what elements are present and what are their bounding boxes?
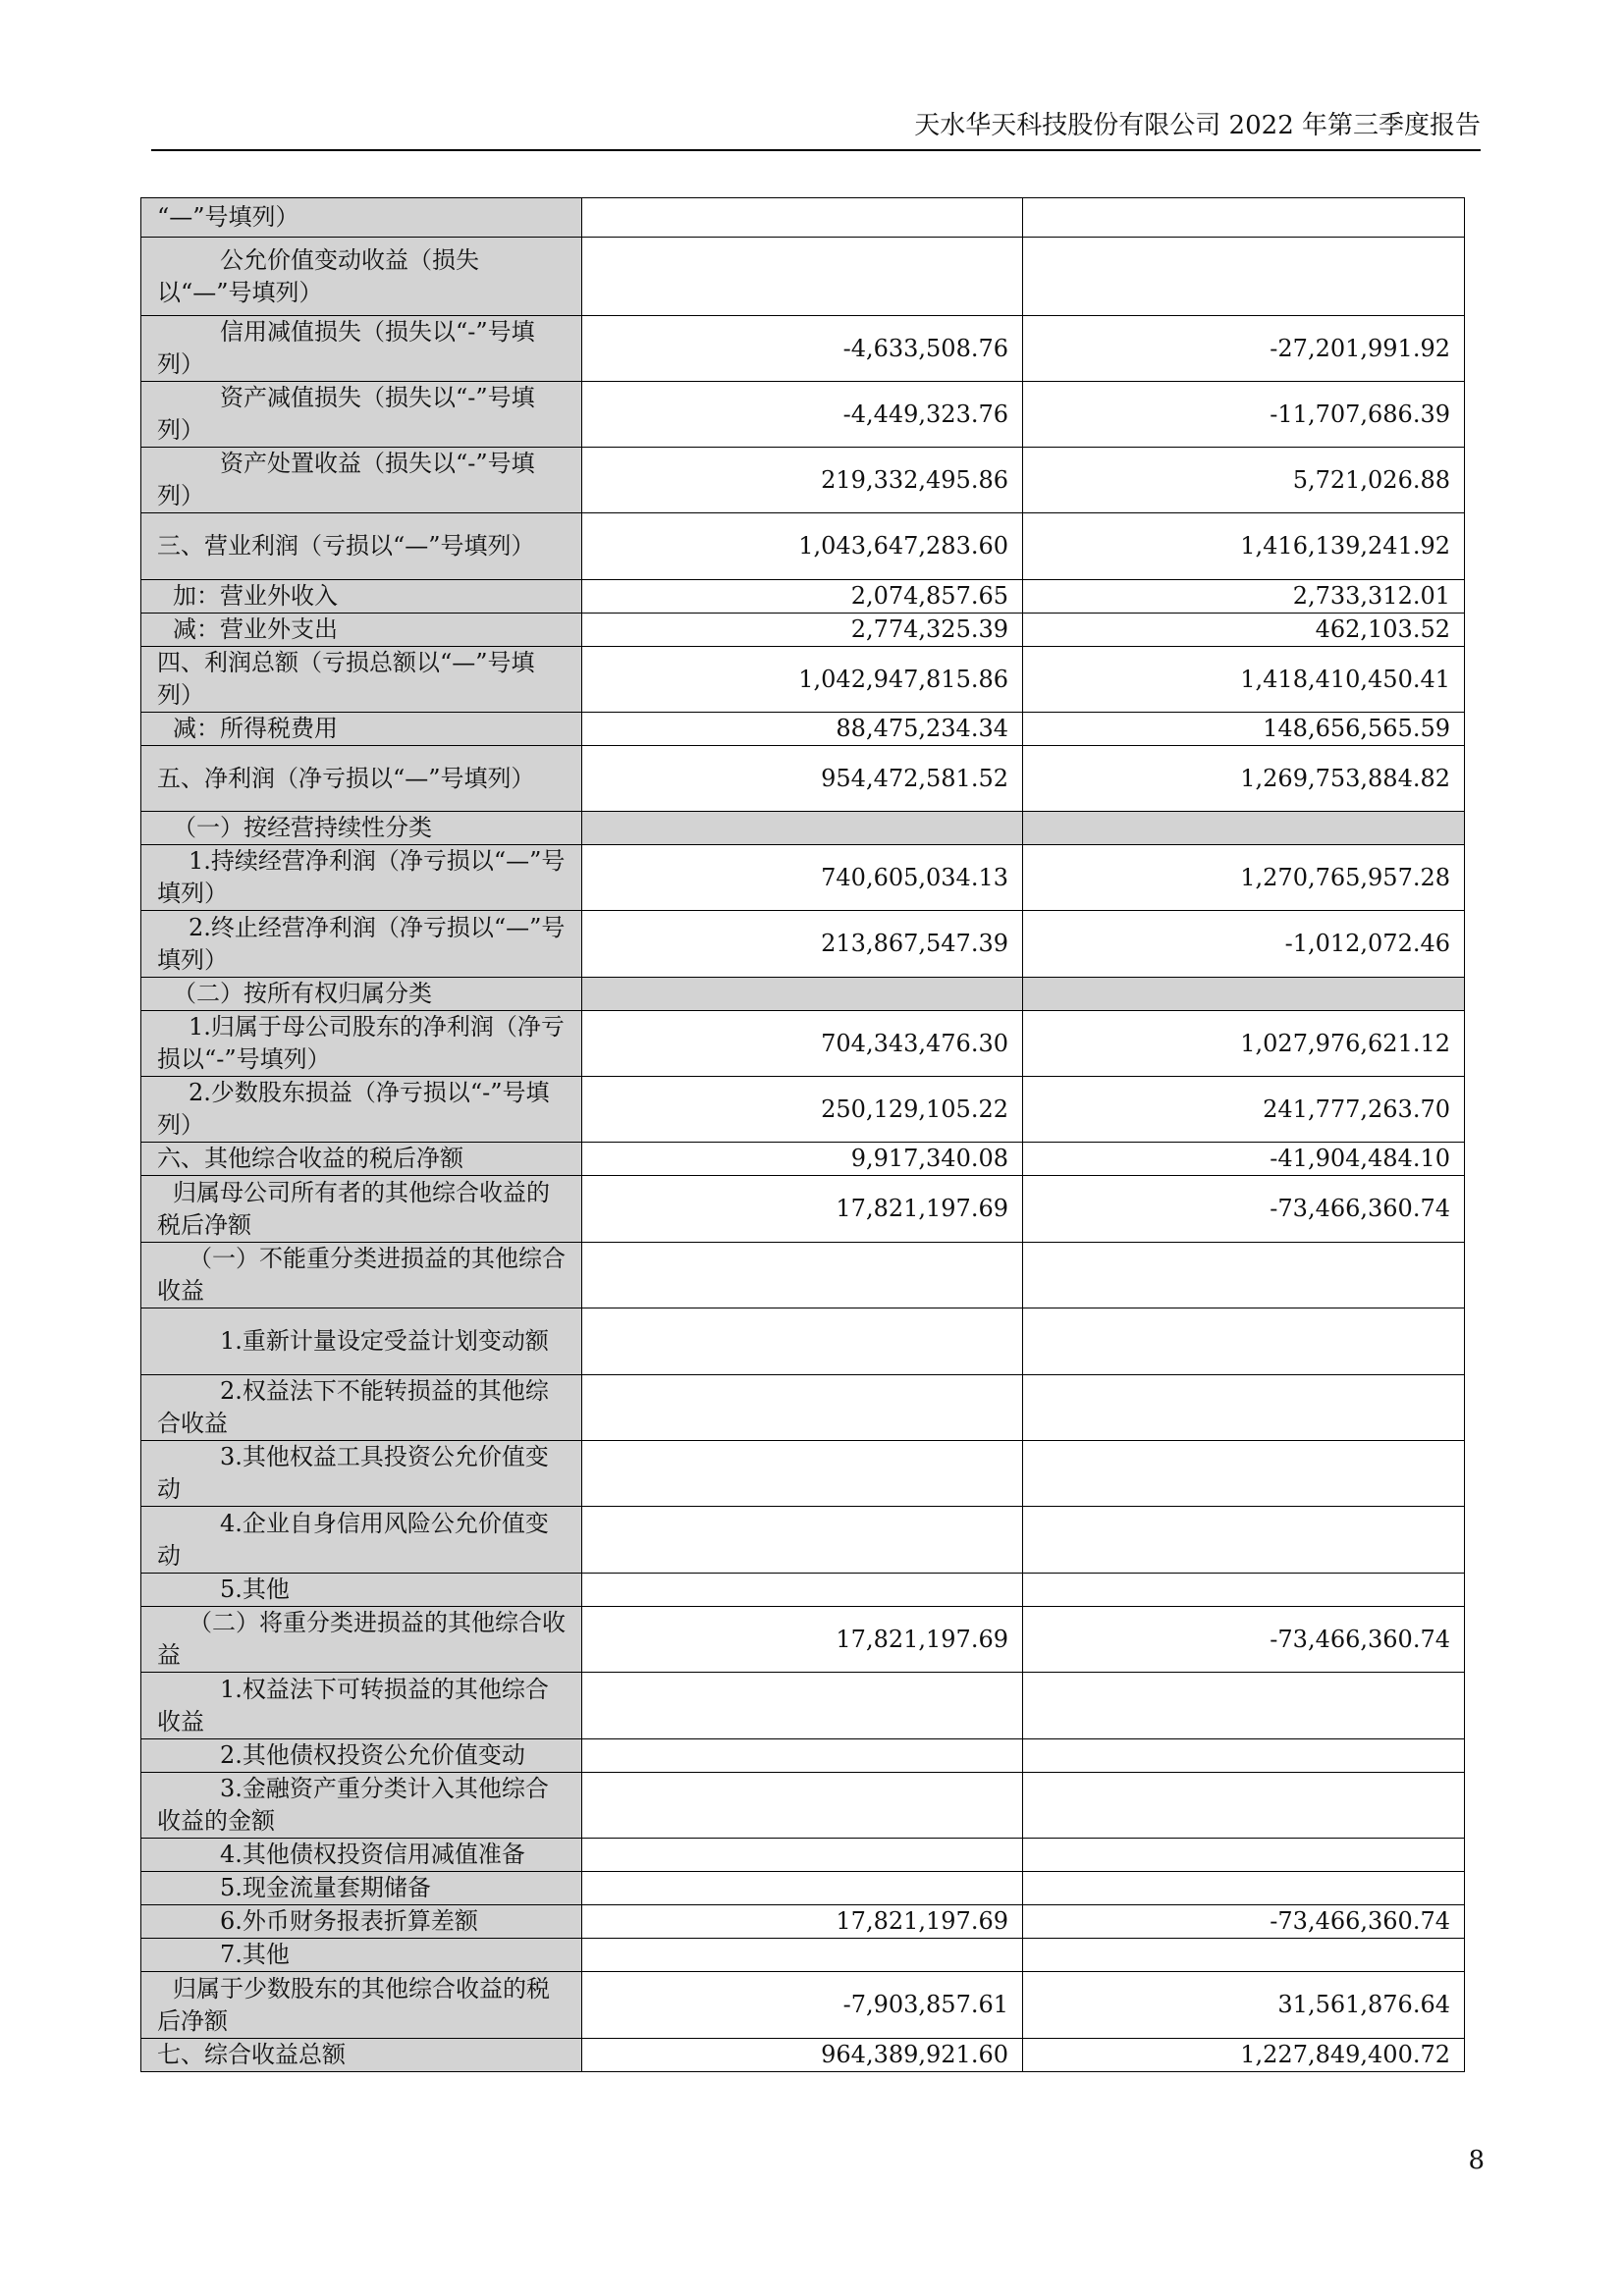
prior-period-value: -11,707,686.39 <box>1023 382 1465 448</box>
table-row <box>141 1308 1465 1375</box>
table-row <box>141 1507 1465 1574</box>
prior-period-value <box>1023 238 1465 316</box>
current-period-value <box>582 1243 1023 1308</box>
row-label: 1.权益法下可转损益的其他综合收益 <box>141 1673 582 1739</box>
prior-period-value <box>1023 1375 1465 1441</box>
table-row <box>141 845 1465 911</box>
table-row <box>141 1872 1465 1905</box>
row-label: 减：所得税费用 <box>141 713 582 746</box>
row-label: 5.其他 <box>141 1574 582 1607</box>
row-label: 4.其他债权投资信用减值准备 <box>141 1839 582 1872</box>
prior-period-value <box>1023 1308 1465 1375</box>
table-row <box>141 448 1465 513</box>
current-period-value <box>582 198 1023 238</box>
prior-period-value: -73,466,360.74 <box>1023 1607 1465 1673</box>
current-period-value: 17,821,197.69 <box>582 1607 1023 1673</box>
row-label: （二）将重分类进损益的其他综合收益 <box>141 1607 582 1673</box>
table-row <box>141 1077 1465 1143</box>
table-row <box>141 1773 1465 1839</box>
row-label: 6.外币财务报表折算差额 <box>141 1905 582 1939</box>
prior-period-value: 148,656,565.59 <box>1023 713 1465 746</box>
current-period-value <box>582 812 1023 845</box>
table-row <box>141 1574 1465 1607</box>
current-period-value <box>582 1773 1023 1839</box>
table-row <box>141 1176 1465 1243</box>
row-label: 资产处置收益（损失以“-”号填列） <box>141 448 582 513</box>
table-row <box>141 1607 1465 1673</box>
table-row <box>141 238 1465 316</box>
prior-period-value <box>1023 1574 1465 1607</box>
current-period-value: 88,475,234.34 <box>582 713 1023 746</box>
table-row <box>141 614 1465 647</box>
current-period-value <box>582 1673 1023 1739</box>
table-row <box>141 198 1465 238</box>
table-row <box>141 1441 1465 1507</box>
current-period-value: 2,774,325.39 <box>582 614 1023 647</box>
current-period-value: 9,917,340.08 <box>582 1143 1023 1176</box>
income-statement-body <box>141 198 1465 2072</box>
table-row <box>141 513 1465 580</box>
current-period-value <box>582 1507 1023 1574</box>
current-period-value <box>582 1441 1023 1507</box>
row-label: 3.其他权益工具投资公允价值变动 <box>141 1441 582 1507</box>
prior-period-value: 1,027,976,621.12 <box>1023 1011 1465 1077</box>
row-label: 1.重新计量设定受益计划变动额 <box>141 1308 582 1375</box>
prior-period-value: -41,904,484.10 <box>1023 1143 1465 1176</box>
table-row <box>141 1375 1465 1441</box>
current-period-value: 704,343,476.30 <box>582 1011 1023 1077</box>
prior-period-value: -1,012,072.46 <box>1023 911 1465 978</box>
current-period-value <box>582 1839 1023 1872</box>
row-label: 2.少数股东损益（净亏损以“-”号填列） <box>141 1077 582 1143</box>
table-row <box>141 1972 1465 2039</box>
prior-period-value: -73,466,360.74 <box>1023 1176 1465 1243</box>
prior-period-value <box>1023 1839 1465 1872</box>
row-label: 1.归属于母公司股东的净利润（净亏损以“-”号填列） <box>141 1011 582 1077</box>
row-label: 2.权益法下不能转损益的其他综合收益 <box>141 1375 582 1441</box>
row-label: 减：营业外支出 <box>141 614 582 647</box>
table-row <box>141 713 1465 746</box>
prior-period-value: 31,561,876.64 <box>1023 1972 1465 2039</box>
row-label: 5.现金流量套期储备 <box>141 1872 582 1905</box>
row-label: 4.企业自身信用风险公允价值变动 <box>141 1507 582 1574</box>
prior-period-value <box>1023 1773 1465 1839</box>
prior-period-value: 1,416,139,241.92 <box>1023 513 1465 580</box>
table-row <box>141 382 1465 448</box>
current-period-value: 2,074,857.65 <box>582 580 1023 614</box>
prior-period-value: 1,270,765,957.28 <box>1023 845 1465 911</box>
table-row <box>141 1673 1465 1739</box>
current-period-value <box>582 1574 1023 1607</box>
row-label: 2.终止经营净利润（净亏损以“—”号填列） <box>141 911 582 978</box>
current-period-value <box>582 1375 1023 1441</box>
current-period-value: 740,605,034.13 <box>582 845 1023 911</box>
row-label: 归属于少数股东的其他综合收益的税后净额 <box>141 1972 582 2039</box>
prior-period-value: 1,227,849,400.72 <box>1023 2039 1465 2072</box>
table-row <box>141 978 1465 1011</box>
prior-period-value: 241,777,263.70 <box>1023 1077 1465 1143</box>
report-title: 天水华天科技股份有限公司 2022 年第三季度报告 <box>914 111 1481 140</box>
prior-period-value <box>1023 1872 1465 1905</box>
prior-period-value <box>1023 1243 1465 1308</box>
income-statement-table <box>140 197 1465 2072</box>
row-label: “—”号填列） <box>141 198 582 238</box>
prior-period-value <box>1023 1739 1465 1773</box>
current-period-value <box>582 238 1023 316</box>
row-label: 信用减值损失（损失以“-”号填列） <box>141 316 582 382</box>
prior-period-value: -27,201,991.92 <box>1023 316 1465 382</box>
row-label: 2.其他债权投资公允价值变动 <box>141 1739 582 1773</box>
table-row <box>141 746 1465 812</box>
row-label: （一）按经营持续性分类 <box>141 812 582 845</box>
row-label: 公允价值变动收益（损失以“—”号填列） <box>141 238 582 316</box>
current-period-value <box>582 1308 1023 1375</box>
page-number: 8 <box>1468 2146 1485 2175</box>
prior-period-value <box>1023 1939 1465 1972</box>
current-period-value: 964,389,921.60 <box>582 2039 1023 2072</box>
current-period-value: -7,903,857.61 <box>582 1972 1023 2039</box>
current-period-value: 250,129,105.22 <box>582 1077 1023 1143</box>
row-label: 七、综合收益总额 <box>141 2039 582 2072</box>
current-period-value <box>582 1739 1023 1773</box>
row-label: 加：营业外收入 <box>141 580 582 614</box>
table-row <box>141 1243 1465 1308</box>
prior-period-value <box>1023 1673 1465 1739</box>
row-label: 三、营业利润（亏损以“—”号填列） <box>141 513 582 580</box>
prior-period-value <box>1023 978 1465 1011</box>
current-period-value: 17,821,197.69 <box>582 1905 1023 1939</box>
current-period-value: 219,332,495.86 <box>582 448 1023 513</box>
table-row <box>141 812 1465 845</box>
prior-period-value <box>1023 1507 1465 1574</box>
row-label: 六、其他综合收益的税后净额 <box>141 1143 582 1176</box>
table-row <box>141 2039 1465 2072</box>
row-label: 五、净利润（净亏损以“—”号填列） <box>141 746 582 812</box>
current-period-value <box>582 978 1023 1011</box>
prior-period-value <box>1023 1441 1465 1507</box>
table-row <box>141 1739 1465 1773</box>
row-label: 7.其他 <box>141 1939 582 1972</box>
report-header <box>151 110 1481 151</box>
table-row <box>141 1839 1465 1872</box>
current-period-value: 213,867,547.39 <box>582 911 1023 978</box>
current-period-value: -4,449,323.76 <box>582 382 1023 448</box>
prior-period-value: -73,466,360.74 <box>1023 1905 1465 1939</box>
prior-period-value: 1,269,753,884.82 <box>1023 746 1465 812</box>
prior-period-value: 1,418,410,450.41 <box>1023 647 1465 713</box>
current-period-value: 17,821,197.69 <box>582 1176 1023 1243</box>
current-period-value <box>582 1872 1023 1905</box>
table-row <box>141 647 1465 713</box>
table-row <box>141 1143 1465 1176</box>
table-row <box>141 1011 1465 1077</box>
row-label: （二）按所有权归属分类 <box>141 978 582 1011</box>
prior-period-value <box>1023 198 1465 238</box>
row-label: 归属母公司所有者的其他综合收益的税后净额 <box>141 1176 582 1243</box>
table-row <box>141 1905 1465 1939</box>
row-label: 1.持续经营净利润（净亏损以“—”号填列） <box>141 845 582 911</box>
table-row <box>141 1939 1465 1972</box>
current-period-value: 954,472,581.52 <box>582 746 1023 812</box>
row-label: 3.金融资产重分类计入其他综合收益的金额 <box>141 1773 582 1839</box>
prior-period-value <box>1023 812 1465 845</box>
table-row <box>141 316 1465 382</box>
current-period-value: 1,043,647,283.60 <box>582 513 1023 580</box>
prior-period-value: 2,733,312.01 <box>1023 580 1465 614</box>
current-period-value: 1,042,947,815.86 <box>582 647 1023 713</box>
row-label: 四、利润总额（亏损总额以“—”号填列） <box>141 647 582 713</box>
prior-period-value: 5,721,026.88 <box>1023 448 1465 513</box>
table-row <box>141 911 1465 978</box>
row-label: 资产减值损失（损失以“-”号填列） <box>141 382 582 448</box>
table-row <box>141 580 1465 614</box>
prior-period-value: 462,103.52 <box>1023 614 1465 647</box>
current-period-value: -4,633,508.76 <box>582 316 1023 382</box>
row-label: （一）不能重分类进损益的其他综合收益 <box>141 1243 582 1308</box>
current-period-value <box>582 1939 1023 1972</box>
